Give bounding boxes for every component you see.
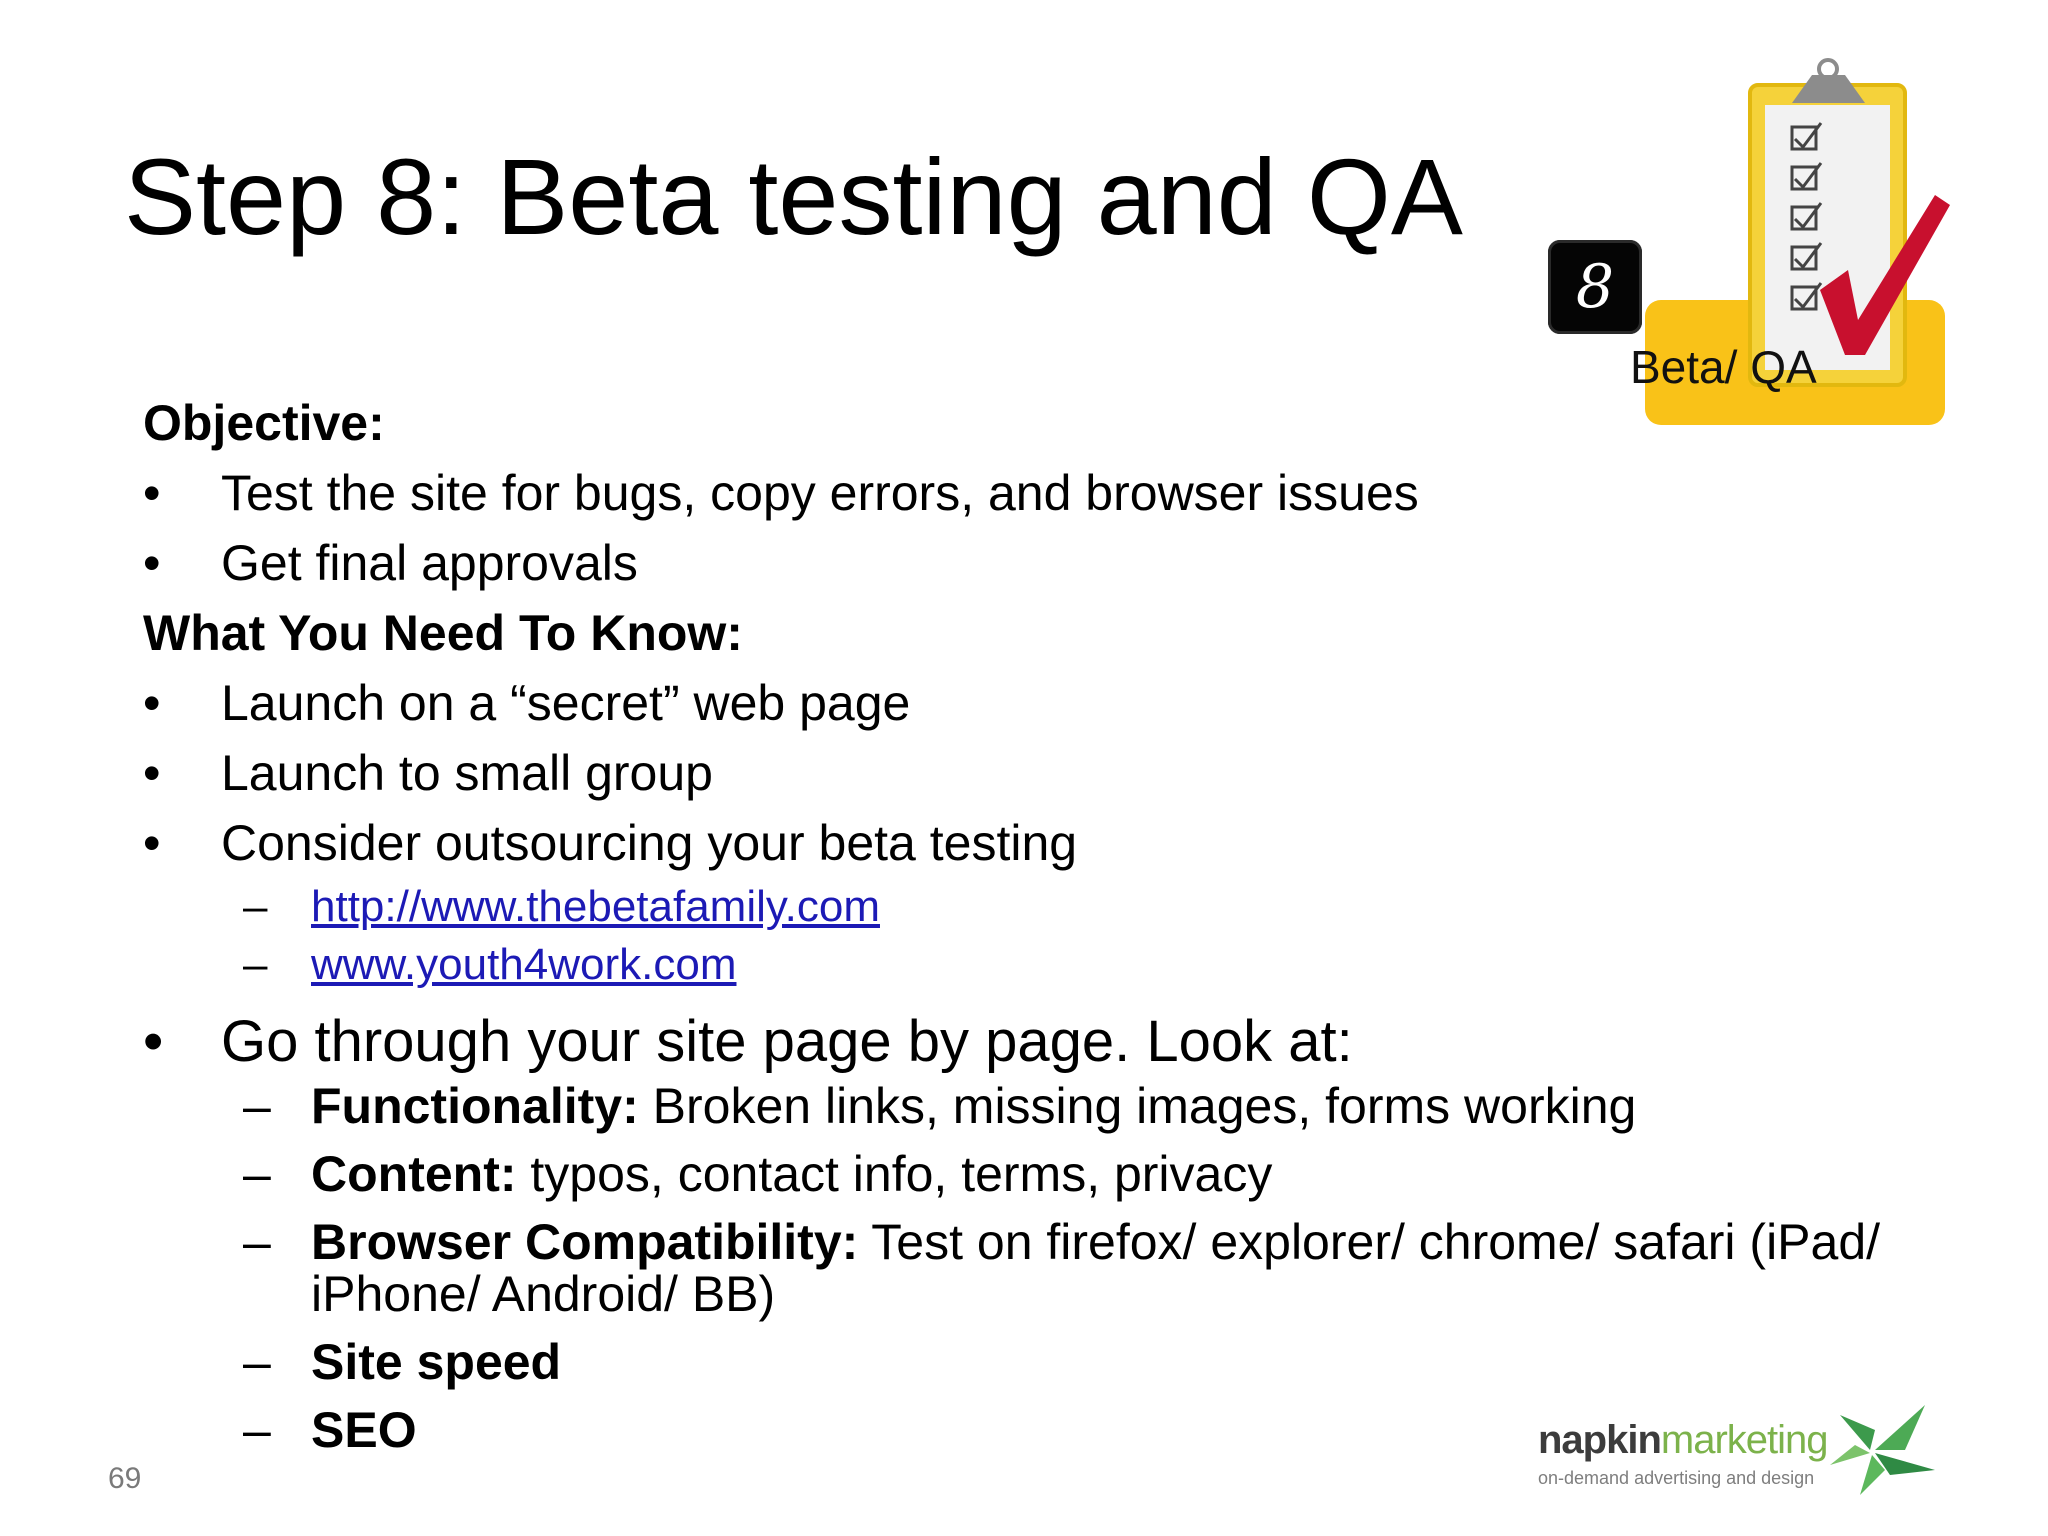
review-item-text: typos, contact info, terms, privacy [530,1146,1273,1202]
dash-icon: – [243,1214,271,1270]
objective-bullet: • Get final approvals [143,528,2003,598]
dash-icon: – [243,1402,271,1458]
review-item-label: Browser Compatibility: [311,1214,859,1270]
bullet-icon: • [143,675,161,731]
need-to-know-heading: What You Need To Know: [143,605,743,661]
review-item-label: SEO [311,1402,417,1458]
leaf-icon [1830,1405,1935,1495]
review-item [143,1080,2003,1132]
dash-icon: – [243,1078,271,1134]
logo-tagline: on-demand advertising and design [1538,1468,1815,1488]
objective-heading: Objective: [143,395,385,451]
slide-title: Step 8: Beta testing and QA [124,136,1463,257]
dash-icon: – [243,940,268,989]
step-number-badge: 8 [1548,240,1642,334]
need-to-know-bullet: • Consider outsourcing your beta testing [143,808,2003,878]
youth4work-link[interactable]: www.youth4work.com [311,940,737,989]
dash-icon: – [243,1334,271,1390]
need-to-know-bullet: • Launch to small group [143,738,2003,808]
page-number: 69 [108,1462,142,1495]
review-item [143,1336,2003,1388]
objective-bullet: • Test the site for bugs, copy errors, and browser issues [143,458,2003,528]
step-label: Beta/ QA [1630,341,1817,393]
need-to-know-bullet: • Launch on a “secret” web page [143,668,2003,738]
bullet-icon: • [143,745,161,801]
review-item [143,1148,2003,1200]
review-item-text: Test on firefox/ explorer/ chrome/ safari (iPad/ iPhone/ Android/ BB) [311,1214,1881,1322]
review-item-text: Broken links, missing images, forms working [652,1078,1637,1134]
bullet-icon: • [143,465,161,521]
review-item [143,1216,2003,1320]
bullet-icon: • [143,1009,164,1074]
dash-icon: – [243,882,268,931]
bullet-icon: • [143,815,161,871]
bullet-icon: • [143,535,161,591]
link-item [143,936,2003,994]
link-item [143,878,2003,936]
dash-icon: – [243,1146,271,1202]
review-item-label: Site speed [311,1334,562,1390]
review-item-label: Functionality: [311,1078,639,1134]
slide-body [143,388,2003,1472]
review-bullet: • Go through your site page by page. Look at: [143,1004,2003,1080]
logo-wordmark: napkinmarketing [1538,1418,1828,1462]
review-item-label: Content: [311,1146,517,1202]
thebetafamily-link[interactable]: http://www.thebetafamily.com [311,882,880,931]
